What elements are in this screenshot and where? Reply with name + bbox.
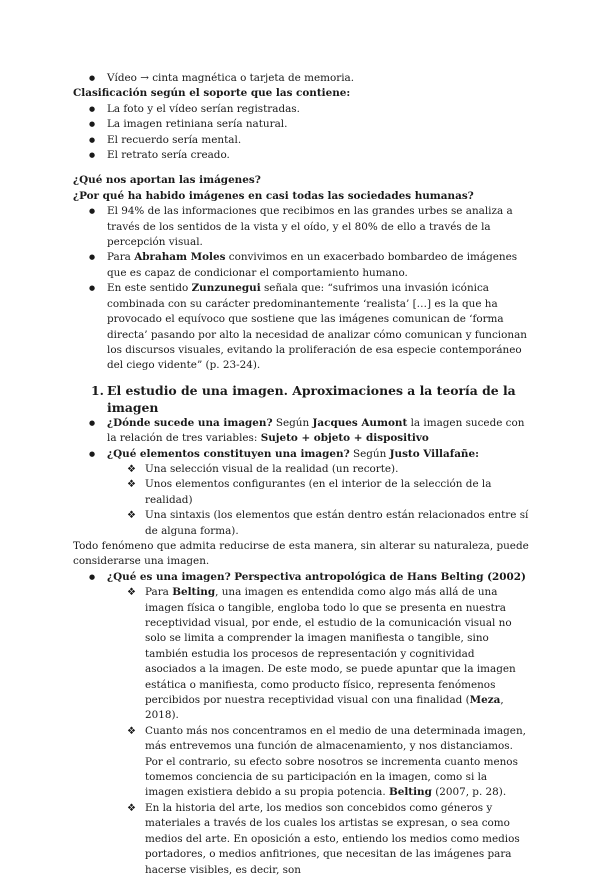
sub-list-item [73, 508, 529, 539]
sub-list-item [73, 462, 529, 477]
list-item [73, 281, 529, 373]
sub-list-item [73, 477, 529, 508]
author-name: Belting [388, 786, 432, 799]
donde-segun: Según [272, 416, 313, 429]
sub-list-item [73, 724, 529, 801]
author-name: Belting [172, 586, 216, 599]
section-title: El estudio de una imagen. Aproximaciones a la teoría de la imagen [107, 382, 516, 415]
elementos-colon: : [475, 447, 479, 460]
diamond-bullet-icon: ❖ [127, 510, 136, 522]
bullet-icon: ● [89, 135, 96, 144]
list-item-text: El retrato sería creado. [107, 149, 230, 162]
sub-list-item-text: Una selección visual de la realidad (un recorte). [145, 462, 399, 475]
sub-list-item-text: Unos elementos configurantes (en el interior de la selección de la realidad) [145, 478, 492, 506]
list-item-text: La imagen retiniana sería natural. [107, 118, 288, 131]
diamond-bullet-icon: ❖ [127, 463, 136, 475]
clasificacion-heading: Clasificación según el soporte que las contiene: [73, 87, 351, 100]
aportan-question: ¿Qué nos aportan las imágenes? [73, 174, 261, 187]
list-item [73, 102, 529, 117]
bullet-icon: ● [89, 449, 96, 458]
author-name: Jacques Aumont [312, 416, 408, 429]
video-support-text: cinta magnética o tarjeta de memoria. [148, 72, 355, 84]
list-item [73, 447, 529, 462]
sub-list-item-text: Una sintaxis (los elementos que están dentro están relacionados entre sí de alguna forma). [145, 509, 529, 537]
video-label: Vídeo [107, 72, 141, 84]
author-name: Abraham Moles [134, 251, 226, 264]
list-item [73, 117, 529, 132]
author-name: Justo Villafañe [389, 447, 476, 460]
section-number: 1. [91, 382, 104, 398]
bullet-icon: ● [89, 104, 96, 113]
donde-formula: Sujeto + objeto + dispositivo [260, 432, 429, 445]
porque-question: ¿Por qué ha habido imágenes en casi todas las sociedades humanas? [73, 189, 474, 202]
sub-list-item-text: En la historia del arte, los medios son concebidos como géneros y materiales a través de los cuales los artistas se expresan, o sea como medios del arte. En oposición a esto, entiendo los medios como medios portadores, o medios anfitriones, que necesitan de las imágenes para hacerse visibles, es decir, son [145, 801, 520, 876]
moles-text: convivimos en un exacerbado bombardeo de imágenes que es capaz de condicionar el comportamiento humano. [107, 251, 518, 279]
author-name: Zunzunegui [191, 282, 261, 295]
diamond-bullet-icon: ❖ [127, 479, 136, 491]
bullet-icon: ● [89, 151, 96, 160]
diamond-bullet-icon: ❖ [127, 587, 136, 599]
donde-question: ¿Dónde sucede una imagen? [107, 416, 273, 429]
sub-list-item [73, 801, 529, 878]
belting-citation: (2007, p. 28). [431, 786, 507, 799]
section-heading [73, 382, 529, 416]
list-item [73, 250, 529, 281]
list-item [73, 570, 529, 585]
zunzunegui-prefix: En este sentido [107, 282, 192, 295]
list-item [73, 133, 529, 148]
arrow-icon: → [140, 72, 149, 84]
que-es-question: ¿Qué es una imagen? Perspectiva antropológica de Hans Belting (2002) [107, 570, 526, 583]
list-item [73, 416, 529, 447]
list-item [73, 148, 529, 163]
bullet-icon: ● [89, 120, 96, 129]
zunzunegui-quote: señala que: “sufrimos una invasión icónica combinada con su carácter predominantemente ‘realista’ […] es la que ha provocado el equívoco que sostiene que las imágenes comunican de ‘forma directa’ pasando por alto la necesidad de analizar cómo comunican y funcionan los discursos visuales, evitando la proliferación de esa especie contemporáneo del ciego vidente” (p. 23-24). [107, 282, 527, 372]
moles-prefix: Para [107, 251, 135, 264]
fenomeno-paragraph: Todo fenómeno que admita reducirse de esta manera, sin alterar su naturaleza, puede considerarse una imagen. [73, 539, 529, 568]
bullet-icon: ● [89, 207, 96, 216]
donde-text: la imagen sucede con la relación de tres variables: [107, 416, 525, 445]
belting-text: , una imagen es entendida como algo más allá de una imagen física o tangible, engloba todo lo que se presenta en nuestra receptividad visual, por ende, el estudio de la comunicación visual no solo se limita a comprender la imagen manifiesta o tangible, sino también estudia los procesos de representación y cognitividad asociados a la imagen. De este modo, se puede apuntar que la imagen estática o manifiesta, como producto físico, representa fenómenos percibidos por nuestra receptividad visual con una finalidad ( [145, 586, 516, 707]
bullet-icon: ● [89, 284, 96, 293]
list-item-text: El 94% de las informaciones que recibimos en las grandes urbes se analiza a través de los sentidos de la vista y el oído, y el 80% de ello a través de la percepción visual. [107, 205, 513, 249]
list-item-text: La foto y el vídeo serían registradas. [107, 102, 300, 115]
bullet-icon: ● [89, 418, 96, 427]
list-item-text: El recuerdo sería mental. [107, 133, 242, 146]
elementos-segun: Según [349, 447, 390, 460]
bullet-icon: ● [89, 253, 96, 262]
belting-prefix: Para [145, 586, 173, 599]
diamond-bullet-icon: ❖ [127, 802, 136, 814]
belting-citation: , 2018). [145, 694, 504, 722]
belting-quote: Cuanto más nos concentramos en el medio de una determinada imagen, más entrevemos una función de almacenamiento, y nos distanciamos. Por el contrario, su efecto sobre nosotros se incrementa cuanto menos tomemos conciencia de su participación en la imagen, como si la imagen existiera debido a su propia potencia. [145, 724, 526, 799]
list-item [73, 71, 529, 86]
sub-list-item [73, 585, 529, 724]
list-item [73, 204, 529, 250]
elementos-question: ¿Qué elementos constituyen una imagen? [107, 447, 350, 460]
bullet-icon: ● [89, 74, 96, 82]
document-content [73, 71, 529, 878]
author-name: Meza [469, 694, 501, 707]
diamond-bullet-icon: ❖ [127, 725, 136, 737]
bullet-icon: ● [89, 572, 96, 581]
